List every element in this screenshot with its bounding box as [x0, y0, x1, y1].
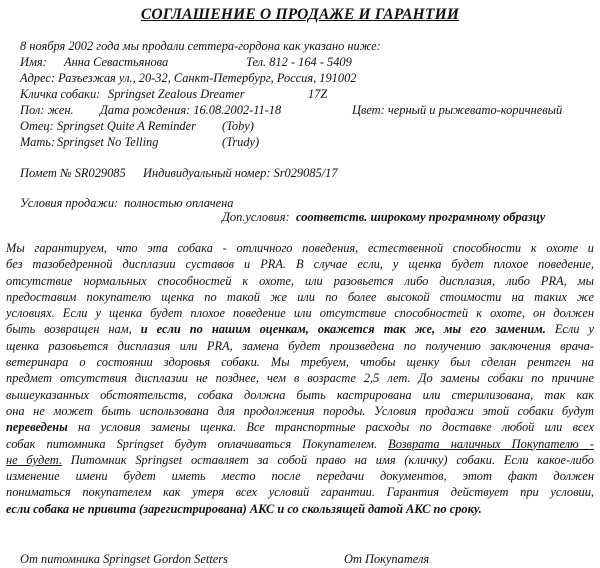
- father-value: Springset Quite A Reminder: [57, 119, 196, 133]
- dog-name-value: Springset Zealous Dreamer: [108, 87, 245, 101]
- text-line: [6, 484, 594, 500]
- sale-terms-value: полностью оплачена: [124, 196, 234, 210]
- dog-sex: Пол: жен.: [20, 103, 74, 117]
- text-segment: Если у: [545, 322, 594, 337]
- mother-nick: (Trudy): [222, 135, 260, 149]
- text-segment: и если по нашим оценкам, окажется так же, мы его заменим.: [140, 322, 546, 337]
- text-segment: она не может быть использована для продолжения породы. Условия продажи этой собаки будут: [6, 403, 594, 418]
- text-line: [6, 452, 594, 468]
- buyer-phone: Тел. 812 - 164 - 5409: [246, 55, 352, 69]
- text-line: [6, 240, 594, 256]
- father-nick: (Toby): [222, 119, 254, 133]
- buyer-name-label: Имя:: [20, 55, 47, 69]
- text-line: [6, 436, 594, 452]
- signature-buyer: От Покупателя: [344, 552, 430, 566]
- intro-line: 8 ноября 2002 года мы продали сеттера-гордона как указано ниже:: [20, 39, 381, 53]
- text-line: [6, 289, 594, 305]
- text-line: [6, 305, 594, 321]
- signature-kennel: От питомника Springset Gordon Setters: [20, 552, 228, 566]
- document-title: СОГЛАШЕНИЕ О ПРОДАЖЕ И ГАРАНТИИ: [140, 6, 460, 23]
- text-line: [6, 256, 594, 272]
- text-line: [6, 370, 594, 386]
- text-segment: Возврата наличных Покупателю -: [388, 436, 594, 451]
- text-segment: ветеринара о состоянии здоровья собаки. Мы требуем, чтобы щенку был сделан рентген на: [6, 355, 594, 370]
- text-segment: вышеуказанных обстоятельств, собака должна быть кастрирована или стерилизована, так как: [6, 387, 594, 402]
- text-segment: быть возвращен нам,: [6, 322, 141, 337]
- text-segment: на условия замены щенка. Все транспортные расходы по доставке любой или всех: [67, 420, 594, 435]
- text-line: [6, 387, 594, 403]
- text-line: [6, 354, 594, 370]
- text-segment: изменение имени будет иметь место после передачи документов, этот факт должен: [6, 469, 594, 484]
- text-line: [6, 419, 594, 435]
- text-segment: переведены: [6, 420, 68, 435]
- dog-birth-date: Дата рождения: 16.08.2002-11-18: [100, 103, 282, 117]
- text-segment: если собака не привита (зарегистрирована) АКС и со скользящей датой АКС по сроку.: [6, 501, 482, 516]
- guarantee-text: [6, 240, 594, 517]
- mother-label: Мать:: [20, 135, 56, 149]
- mother-value: Springset No Telling: [57, 135, 159, 149]
- text-segment: собак питомника Springset будут оплачиваться Покупателем.: [6, 436, 389, 451]
- individual-number: Индивидуальный номер: Sr029085/17: [143, 166, 338, 180]
- text-segment: предоставим покупателю щенка по такой же или по более высокой стоимости на таких же: [6, 289, 594, 304]
- text-segment: без тазобедренной дисплазии суставов и PRA. В случае если, у щенка будет плохое поведение,: [6, 257, 594, 272]
- dog-color: Цвет: черный и рыжевато-коричневый: [352, 103, 563, 117]
- text-segment: условиях. Если у щенка будет плохое поведение или отсутствие способностей к охоте, он должен: [6, 306, 594, 321]
- litter-number: Помет № SR029085: [20, 166, 126, 180]
- buyer-address: Адрес: Разъезжая ул., 20-32, Санкт-Петербург, Россия, 191002: [20, 71, 357, 85]
- text-segment: не будет.: [6, 452, 62, 467]
- dog-name-label: Кличка собаки:: [20, 87, 101, 101]
- sale-terms-label: Условия продажи:: [20, 196, 119, 210]
- text-segment: предмет отсутствия дисплазии не позднее, чем в возрасте 2,5 лет. До замены собаки по причине: [6, 371, 594, 386]
- text-segment: Питомник Springset оставляет за собой право на имя (кличку) собаки. Если какое-либо: [61, 452, 594, 467]
- extra-terms-value: соответств. широкому програмному образцу: [296, 210, 546, 224]
- text-line: [6, 501, 594, 517]
- dog-name-suffix: 17Z: [308, 87, 328, 101]
- text-segment: пониматься покупателем как утеря всех условий гарантии. Гарантия действует при условии,: [6, 485, 594, 500]
- buyer-name-value: Анна Севастьянова: [64, 55, 169, 69]
- text-line: [6, 468, 594, 484]
- text-segment: щенка разовьется дисплазия или PRA, замена будет произведена по получению заключения врача-: [6, 338, 594, 353]
- text-segment: отсутствие нормальных способностей к охоте, или разовьется либо дисплазия, либо PRA, мы: [6, 273, 594, 288]
- extra-terms-label: Доп.условия:: [222, 210, 290, 224]
- text-line: [6, 273, 594, 289]
- text-segment: Мы гарантируем, что эта собака - отличного поведения, естественной способности к охоте и: [6, 241, 594, 255]
- text-line: [6, 338, 594, 354]
- text-line: [6, 403, 594, 419]
- father-label: Отец:: [20, 119, 54, 133]
- text-line: [6, 321, 594, 337]
